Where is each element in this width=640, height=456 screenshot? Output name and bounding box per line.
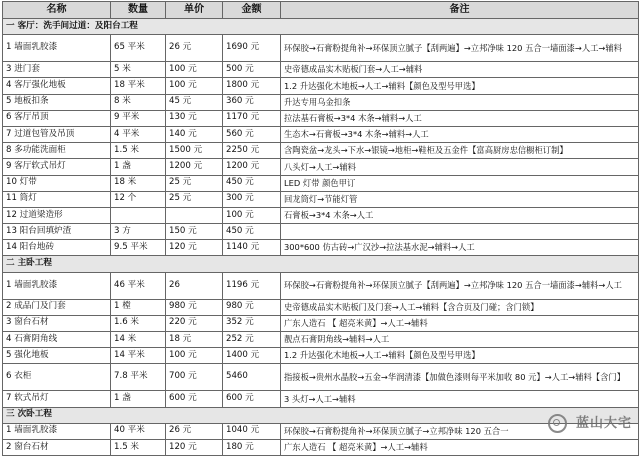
cell-amount: 180 元: [223, 439, 281, 455]
table-row: [3, 272, 639, 299]
cell-qty: 40 平米: [111, 423, 166, 439]
table-row: [3, 364, 639, 391]
table-row: [3, 315, 639, 331]
cell-qty: 9 平米: [111, 110, 166, 126]
cell-qty: 1 盏: [111, 159, 166, 175]
cell-name: 8 多功能洗面柜: [3, 143, 111, 159]
cell-name: 1 墙面乳胶漆: [3, 272, 111, 299]
cell-price: 120 元: [166, 439, 223, 455]
col-header-note: 备注: [281, 2, 639, 19]
section-title: 二 主卧工程: [3, 256, 639, 272]
cell-name: 4 石膏阴角线: [3, 332, 111, 348]
cell-note: 指接板→贵州水晶胶→五金→华润清漆【加做色漆则每平米加收 80 元】→人工→辅料【含门】: [281, 364, 639, 391]
cell-note: 回龙筒灯→节能灯管: [281, 191, 639, 207]
cell-note: 史帝德成品实木贴板门套→人工→辅料: [281, 62, 639, 78]
cell-amount: 1140 元: [223, 240, 281, 256]
cell-amount: 2250 元: [223, 143, 281, 159]
cell-note: 300*600 仿古砖→广汉沙→拉法基水泥→辅料→人工: [281, 240, 639, 256]
cell-note: 环保胶→石膏粉提角补→环保顶立腻子【刮两遍】→立邦净味 120 五合一墙面漆→人工→辅料: [281, 35, 639, 62]
cell-name: 14 阳台地砖: [3, 240, 111, 256]
cell-amount: 1400 元: [223, 348, 281, 364]
cell-name: 2 窗台石材: [3, 439, 111, 455]
cell-note: 拉法基石膏板→3*4 木条→辅料→人工: [281, 110, 639, 126]
cell-name: 1 墙面乳胶漆: [3, 35, 111, 62]
table-row: [3, 78, 639, 94]
cell-note: 1.2 升达强化木地板→人工→辅料【颜色及型号甲选】: [281, 78, 639, 94]
cell-qty: 1.6 米: [111, 315, 166, 331]
cell-note: 升达专用乌金扣条: [281, 94, 639, 110]
cell-name: 11 筒灯: [3, 191, 111, 207]
cell-amount: 252 元: [223, 332, 281, 348]
cell-qty: 12 个: [111, 191, 166, 207]
cell-note: 含陶瓷盆→龙头→下水→银镜→地柜→鞋柜及五金件【富高厨房忠信橱柜订制】: [281, 143, 639, 159]
cell-amount: 560 元: [223, 126, 281, 142]
cell-qty: 46 平米: [111, 272, 166, 299]
cell-price: 26: [166, 272, 223, 299]
cell-qty: 65 平米: [111, 35, 166, 62]
cell-qty: 4 平米: [111, 126, 166, 142]
cell-name: 5 地板扣条: [3, 94, 111, 110]
cell-amount: 1690 元: [223, 35, 281, 62]
cell-qty: 1.5 米: [111, 143, 166, 159]
table-body: [3, 19, 639, 456]
table-row: [3, 35, 639, 62]
table-row: [3, 423, 639, 439]
cell-amount: 300 元: [223, 191, 281, 207]
cell-price: 25 元: [166, 175, 223, 191]
table-row: [3, 299, 639, 315]
cell-name: 5 强化地板: [3, 348, 111, 364]
cell-amount: 980 元: [223, 299, 281, 315]
cell-amount: 1040 元: [223, 423, 281, 439]
cell-qty: 8 米: [111, 94, 166, 110]
cell-name: 2 成品门及门套: [3, 299, 111, 315]
cell-note: 石膏板→3*4 木条→人工: [281, 207, 639, 223]
watermark: [548, 412, 632, 433]
cell-price: 100 元: [166, 78, 223, 94]
cell-note: LED 灯带 颜色甲订: [281, 175, 639, 191]
cell-name: 3 窗台石材: [3, 315, 111, 331]
cell-qty: 5 米: [111, 62, 166, 78]
cell-name: 4 客厅强化地板: [3, 78, 111, 94]
section-row: [3, 19, 639, 35]
cell-name: 7 软式吊灯: [3, 391, 111, 407]
table-row: [3, 207, 639, 223]
cell-amount: 352 元: [223, 315, 281, 331]
cell-qty: 18 米: [111, 175, 166, 191]
cell-price: 1500 元: [166, 143, 223, 159]
section-row: [3, 256, 639, 272]
table-row: [3, 332, 639, 348]
cell-note: 广东人造石 【 超亮米黄】→人工→辅料: [281, 315, 639, 331]
table-row: [3, 191, 639, 207]
cell-note: [281, 224, 639, 240]
cell-qty: [111, 207, 166, 223]
cell-price: 100 元: [166, 348, 223, 364]
cell-price: 25 元: [166, 191, 223, 207]
cell-name: 9 客厅软式吊灯: [3, 159, 111, 175]
table-row: [3, 143, 639, 159]
cell-price: 700 元: [166, 364, 223, 391]
cell-note: 环保胶→石膏粉提角补→环保顶立腻子→立邦净味 120 五合一: [281, 423, 639, 439]
cell-price: 100 元: [166, 62, 223, 78]
cell-qty: 3 方: [111, 224, 166, 240]
cell-price: [166, 207, 223, 223]
cell-note: 生态木→石膏板→3*4 木条→辅料→人工: [281, 126, 639, 142]
cell-amount: 1800 元: [223, 78, 281, 94]
cell-amount: 5460: [223, 364, 281, 391]
table-row: [3, 439, 639, 455]
cell-qty: 1 盏: [111, 391, 166, 407]
cell-price: 130 元: [166, 110, 223, 126]
cell-price: 1200 元: [166, 159, 223, 175]
table-row: [3, 348, 639, 364]
cell-amount: 1196 元: [223, 272, 281, 299]
cell-name: 6 衣柜: [3, 364, 111, 391]
cell-note: 1.2 升达强化木地板→人工→辅料【颜色及型号甲选】: [281, 348, 639, 364]
cell-name: 6 客厅吊顶: [3, 110, 111, 126]
section-title: 一 客厅：洗手间过道：及阳台工程: [3, 19, 639, 35]
cell-price: 18 元: [166, 332, 223, 348]
watermark-logo-icon: [548, 414, 567, 433]
cell-price: 600 元: [166, 391, 223, 407]
cell-price: 26 元: [166, 35, 223, 62]
header-row: [3, 2, 639, 19]
cell-amount: 1170 元: [223, 110, 281, 126]
cell-note: 靓点石膏阴角线→辅料→人工: [281, 332, 639, 348]
cell-qty: 1 樘: [111, 299, 166, 315]
cell-price: 980 元: [166, 299, 223, 315]
cell-note: 广东人造石 【 超亮米黄】→人工→辅料: [281, 439, 639, 455]
cell-name: 13 阳台回填炉渣: [3, 224, 111, 240]
cell-price: 150 元: [166, 224, 223, 240]
cell-qty: 9.5 平米: [111, 240, 166, 256]
cell-qty: 7.8 平米: [111, 364, 166, 391]
cell-qty: 1.5 米: [111, 439, 166, 455]
cell-note: 3 头灯→人工→辅料: [281, 391, 639, 407]
table-row: [3, 240, 639, 256]
section-title: 三 次卧工程: [3, 407, 639, 423]
cell-amount: 500 元: [223, 62, 281, 78]
quote-table: [2, 1, 639, 456]
watermark-text: 蓝山大宅: [575, 416, 632, 431]
cell-amount: 450 元: [223, 175, 281, 191]
col-header-name: 名称: [3, 2, 111, 19]
table-row: [3, 159, 639, 175]
cell-price: 26 元: [166, 423, 223, 439]
cell-name: 1 墙面乳胶漆: [3, 423, 111, 439]
table-row: [3, 94, 639, 110]
table-row: [3, 126, 639, 142]
cell-price: 45 元: [166, 94, 223, 110]
cell-name: 10 灯带: [3, 175, 111, 191]
section-row: [3, 407, 639, 423]
col-header-amount: 金额: [223, 2, 281, 19]
cell-note: 史帝德成品实木贴板门及门套→人工→辅料【含合页及门碰；含门锁】: [281, 299, 639, 315]
table-row: [3, 62, 639, 78]
cell-note: 八头灯→人工→辅料: [281, 159, 639, 175]
table-row: [3, 224, 639, 240]
cell-amount: 600 元: [223, 391, 281, 407]
cell-amount: 360 元: [223, 94, 281, 110]
cell-qty: 14 米: [111, 332, 166, 348]
table-row: [3, 175, 639, 191]
cell-name: 12 过道梁造形: [3, 207, 111, 223]
cell-name: 3 进门套: [3, 62, 111, 78]
cell-price: 140 元: [166, 126, 223, 142]
table-row: [3, 391, 639, 407]
cell-price: 220 元: [166, 315, 223, 331]
cell-amount: 1200 元: [223, 159, 281, 175]
cell-price: 120 元: [166, 240, 223, 256]
cell-name: 7 过道包管及吊顶: [3, 126, 111, 142]
cell-amount: 100 元: [223, 207, 281, 223]
cell-qty: 18 平米: [111, 78, 166, 94]
cell-note: 环保胶→石膏粉提角补→环保顶立腻子【刮两遍】→立邦净味 120 五合一墙面漆→辅料→人工: [281, 272, 639, 299]
col-header-qty: 数量: [111, 2, 166, 19]
cell-qty: 14 平米: [111, 348, 166, 364]
col-header-price: 单价: [166, 2, 223, 19]
cell-amount: 450 元: [223, 224, 281, 240]
table-row: [3, 110, 639, 126]
